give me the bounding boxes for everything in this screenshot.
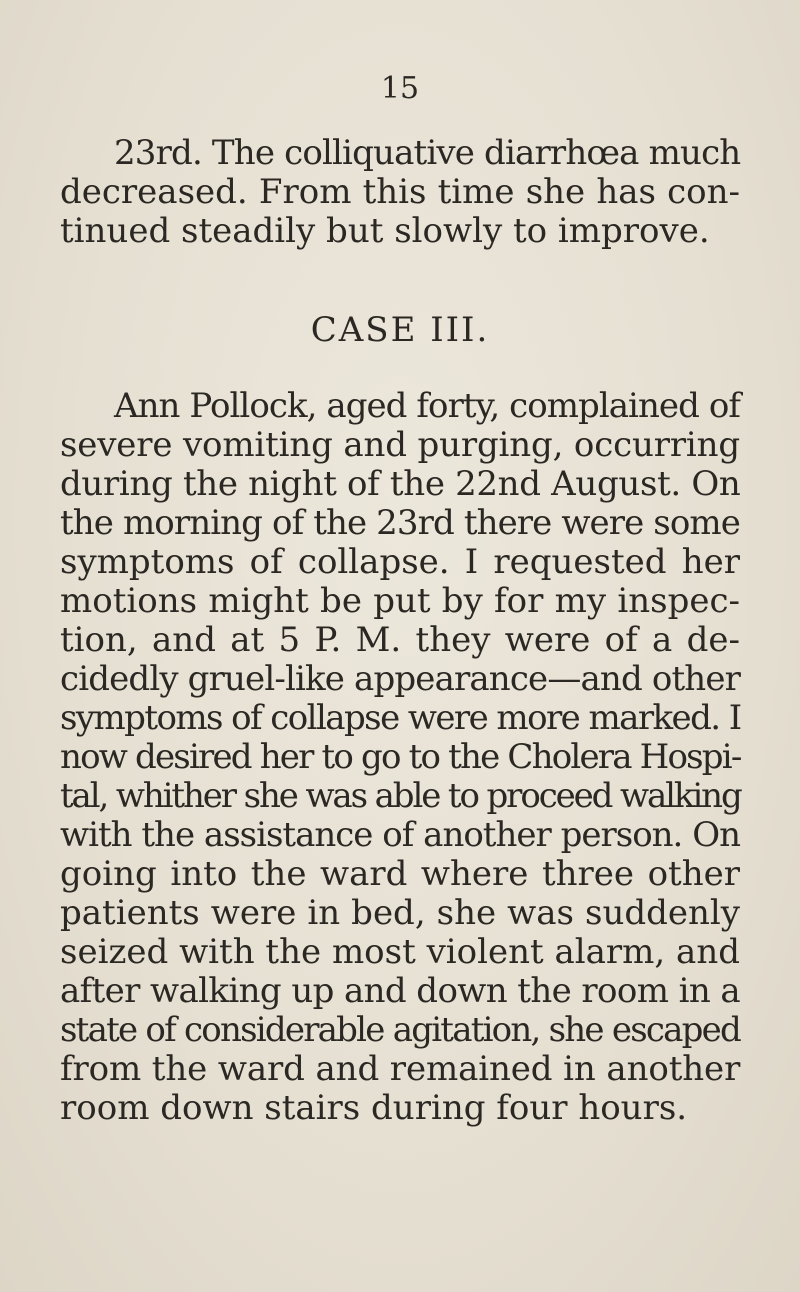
text-line: with the assistance of another person. On xyxy=(60,815,740,855)
text-line: Ann Pollock, aged forty, complained of xyxy=(114,386,740,426)
text-line: now desired her to go to the Cholera Hospi- xyxy=(60,737,741,777)
text-line: tinued steadily but slowly to improve. xyxy=(60,211,710,251)
text-line: 23rd. The colliquative diarrhœa much xyxy=(114,133,741,173)
text-line: room down stairs during four hours. xyxy=(60,1088,688,1128)
text-line: patients were in bed, she was suddenly xyxy=(60,893,740,933)
text-line: motions might be put by for my inspec- xyxy=(60,581,740,621)
text-line: symptoms of collapse. I requested her xyxy=(60,542,740,582)
text-line: during the night of the 22nd August. On xyxy=(60,464,741,504)
text-line: seized with the most violent alarm, and xyxy=(60,932,740,972)
text-line: from the ward and remained in another xyxy=(60,1049,741,1089)
paragraph-23rd-entry xyxy=(60,134,740,251)
text-line: decreased. From this time she has con- xyxy=(60,172,740,212)
text-line: going into the ward where three other xyxy=(60,854,740,894)
text-line: cidedly gruel-like appearance—and other xyxy=(60,659,740,699)
text-line: the morning of the 23rd there were some xyxy=(60,503,740,543)
text-line: after walking up and down the room in a xyxy=(60,971,740,1011)
case-heading: CASE III. xyxy=(310,310,490,350)
page-number: 15 xyxy=(380,71,420,106)
text-line: state of considerable agitation, she escaped xyxy=(60,1010,740,1050)
text-line: tion, and at 5 P. M. they were of a de- xyxy=(60,620,740,660)
paragraph-case-three xyxy=(60,387,740,1128)
text-line: symptoms of collapse were more marked. I xyxy=(60,698,741,738)
text-line: tal, whither she was able to proceed walking xyxy=(60,776,741,816)
text-line: severe vomiting and purging, occurring xyxy=(60,425,740,465)
